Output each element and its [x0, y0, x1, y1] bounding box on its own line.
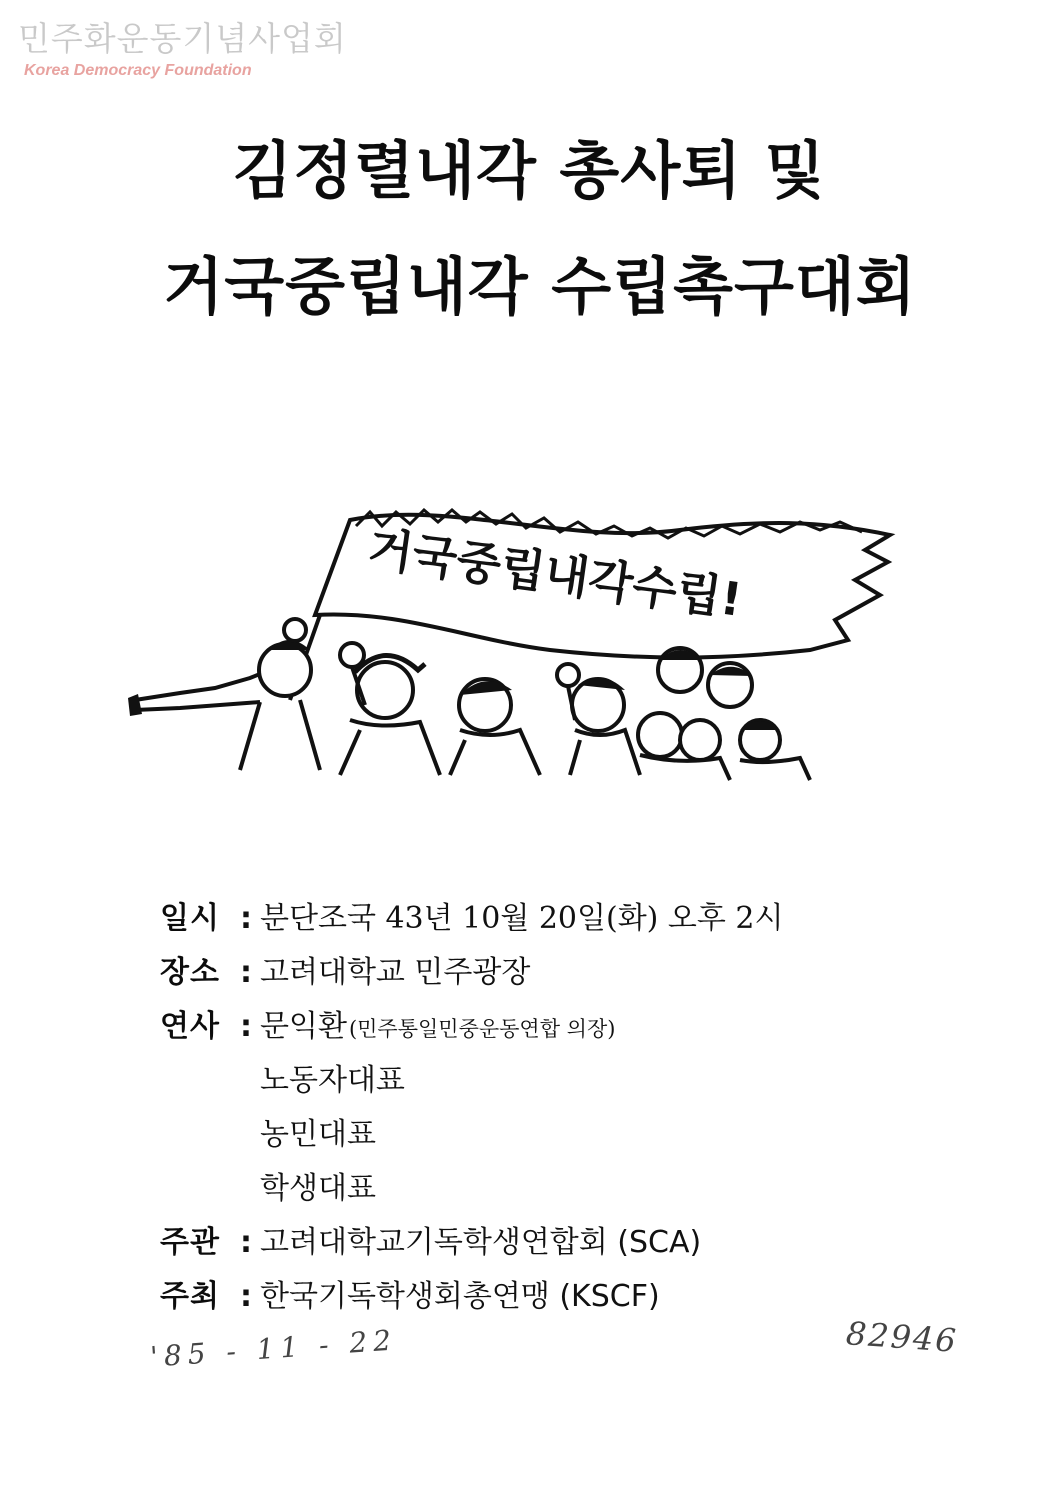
handwritten-date: '85 - 11 - 22	[149, 1323, 398, 1374]
handwritten-number: 82946	[844, 1314, 959, 1360]
event-details	[160, 893, 960, 1325]
document-title	[0, 134, 1062, 323]
host-row: 주최 : 한국기독학생회총연맹 (KSCF)	[160, 1271, 960, 1325]
title-line-1: 김정렬내각 총사퇴 및	[232, 134, 826, 207]
speaker-row	[160, 1163, 960, 1217]
place-row: 장소 : 고려대학교 민주광장	[160, 947, 960, 1001]
speaker-main: 문익환	[260, 1009, 347, 1044]
place-label: 장소	[160, 955, 220, 990]
protest-drawing	[120, 490, 900, 790]
host-label: 주최	[160, 1279, 220, 1314]
speaker-row	[160, 1109, 960, 1163]
watermark-english: Korea Democracy Foundation	[24, 62, 252, 79]
watermark	[18, 20, 347, 80]
speaker-item: 학생대표	[260, 1171, 376, 1206]
watermark-korean: 민주화운동기념사업회	[18, 19, 347, 58]
speakers-label: 연사	[160, 1009, 220, 1044]
speaker-item: 농민대표	[260, 1117, 376, 1152]
date-label: 일시	[160, 901, 220, 936]
host-value: 한국기독학생회총연맹 (KSCF)	[260, 1279, 660, 1314]
speaker-row	[160, 1055, 960, 1109]
organizer-label: 주관	[160, 1225, 220, 1260]
title-line-2: 거국중립내각 수립촉구대회	[163, 250, 917, 323]
speaker-main-note: (민주통일민중운동연합 의장)	[348, 1017, 616, 1041]
organizer-value: 고려대학교기독학생연합회 (SCA)	[260, 1225, 702, 1260]
speakers-row: 연사 : 문익환 (민주통일민중운동연합 의장)	[160, 1001, 960, 1055]
date-value: 분단조국 43년 10월 20일(화) 오후 2시	[260, 901, 784, 936]
banner-text: 거국중립내각수립!	[364, 521, 746, 627]
protest-illustration	[120, 490, 900, 790]
place-value: 고려대학교 민주광장	[260, 955, 531, 990]
date-row: 일시 : 분단조국 43년 10월 20일(화) 오후 2시	[160, 893, 960, 947]
speaker-item: 노동자대표	[260, 1063, 405, 1098]
organizer-row: 주관 : 고려대학교기독학생연합회 (SCA)	[160, 1217, 960, 1271]
